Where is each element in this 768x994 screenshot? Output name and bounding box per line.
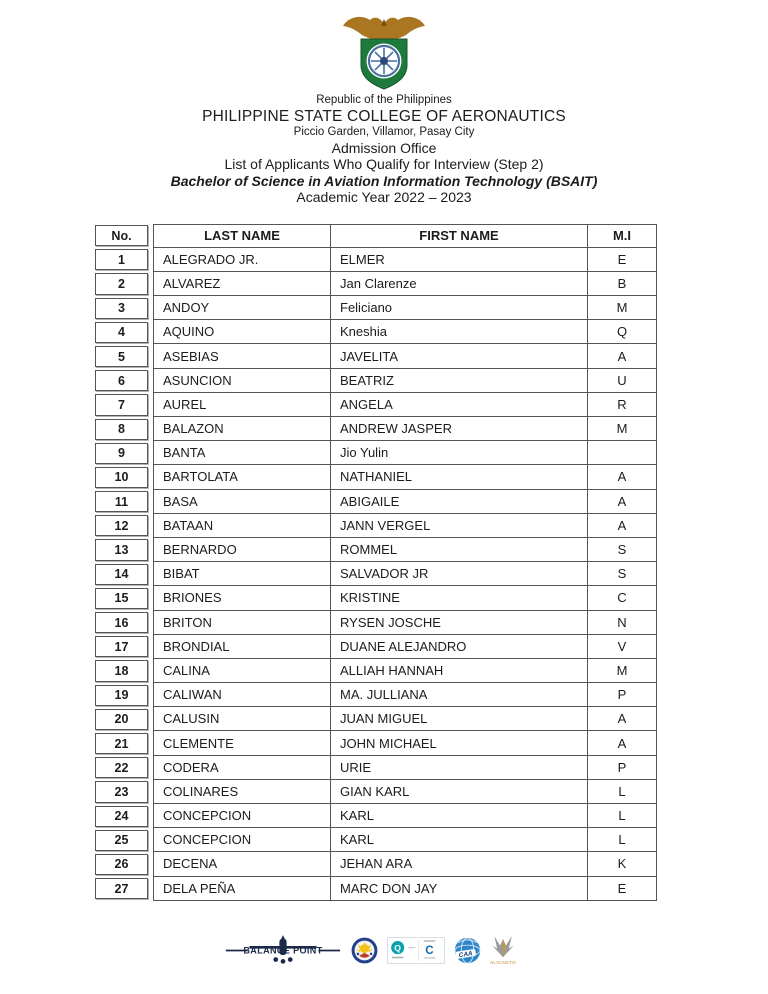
alicanto-label: ALICANTO: [490, 960, 516, 966]
last-name-cell: DELA PEÑA: [153, 877, 331, 901]
first-name-cell: KRISTINE: [331, 586, 588, 610]
middle-initial-cell: A: [588, 707, 657, 731]
college-address: Piccio Garden, Villamor, Pasay City: [293, 126, 475, 138]
row-number-cell: 7: [95, 394, 148, 415]
first-name-cell: ALLIAH HANNAH: [331, 659, 588, 683]
middle-initial-cell: V: [588, 635, 657, 659]
certification-marks-icon: [387, 937, 445, 964]
middle-initial-cell: E: [588, 877, 657, 901]
first-name-cell: RYSEN JOSCHE: [331, 611, 588, 635]
last-name-cell: AUREL: [153, 393, 331, 417]
row-number-cell: 2: [95, 273, 148, 294]
first-name-cell: ROMMEL: [331, 538, 588, 562]
academic-year-line: Academic Year 2022 – 2023: [296, 189, 472, 205]
middle-initial-cell: L: [588, 780, 657, 804]
first-name-cell: BEATRIZ: [331, 369, 588, 393]
middle-initial-cell: S: [588, 562, 657, 586]
first-name-cell: NATHANIEL: [331, 465, 588, 489]
balance-point-label: BALANCE POINT: [243, 945, 323, 956]
row-number-cell: 23: [95, 781, 148, 802]
row-number-cell: 19: [95, 685, 148, 706]
first-name-cell: GIAN KARL: [331, 780, 588, 804]
first-name-cell: ABIGAILE: [331, 490, 588, 514]
last-name-cell: BRONDIAL: [153, 635, 331, 659]
last-name-cell: BARTOLATA: [153, 465, 331, 489]
row-number-cell: 21: [95, 733, 148, 754]
last-name-cell: BRITON: [153, 611, 331, 635]
row-number-cell: 10: [95, 467, 148, 488]
row-number-cell: 12: [95, 515, 148, 536]
row-number-cell: 25: [95, 830, 148, 851]
last-name-cell: CALIWAN: [153, 683, 331, 707]
middle-initial-cell: P: [588, 756, 657, 780]
row-number-cell: 9: [95, 443, 148, 464]
row-number-cell: 22: [95, 757, 148, 778]
last-name-cell: CALUSIN: [153, 707, 331, 731]
college-logo: [0, 0, 768, 91]
last-name-cell: BALAZON: [153, 417, 331, 441]
first-name-cell: ANDREW JASPER: [331, 417, 588, 441]
program-title: Bachelor of Science in Aviation Information Technology (BSAIT): [170, 172, 598, 189]
last-name-cell: DECENA: [153, 852, 331, 876]
middle-initial-cell: Q: [588, 320, 657, 344]
first-name-cell: MARC DON JAY: [331, 877, 588, 901]
row-number-cell: 11: [95, 491, 148, 512]
middle-initial-cell: M: [588, 417, 657, 441]
last-name-cell: ALVAREZ: [153, 272, 331, 296]
middle-initial-cell: S: [588, 538, 657, 562]
row-number-cell: 26: [95, 854, 148, 875]
balance-point-logo-icon: [224, 934, 342, 967]
first-name-cell: Jan Clarenze: [331, 272, 588, 296]
last-name-cell: ALEGRADO JR.: [153, 248, 331, 272]
last-name-cell: CONCEPCION: [153, 828, 331, 852]
first-name-cell: KARL: [331, 828, 588, 852]
row-number-cell: 3: [95, 298, 148, 319]
middle-initial-cell: E: [588, 248, 657, 272]
last-name-cell: CONCEPCION: [153, 804, 331, 828]
row-number-cell: 8: [95, 419, 148, 440]
middle-initial-cell: A: [588, 344, 657, 368]
last-name-cell: BATAAN: [153, 514, 331, 538]
column-header-last-name: LAST NAME: [153, 224, 331, 248]
middle-initial-cell: L: [588, 804, 657, 828]
last-name-cell: AQUINO: [153, 320, 331, 344]
middle-initial-cell: A: [588, 514, 657, 538]
column-header-first-name: FIRST NAME: [331, 224, 588, 248]
document-header: [0, 93, 768, 206]
row-number-cell: 13: [95, 539, 148, 560]
last-name-cell: BIBAT: [153, 562, 331, 586]
middle-initial-cell: A: [588, 465, 657, 489]
last-name-cell: BRIONES: [153, 586, 331, 610]
middle-initial-cell: U: [588, 369, 657, 393]
middle-initial-cell: M: [588, 659, 657, 683]
row-number-cell: 18: [95, 660, 148, 681]
row-number-cell: 20: [95, 709, 148, 730]
row-number-cell: 4: [95, 322, 148, 343]
caa-logo-icon: [454, 937, 481, 964]
cert-c-mark: C: [425, 944, 434, 957]
middle-initial-cell: A: [588, 731, 657, 755]
first-name-cell: JANN VERGEL: [331, 514, 588, 538]
caa-label: CAA: [458, 950, 474, 960]
first-name-cell: ELMER: [331, 248, 588, 272]
first-name-cell: JUAN MIGUEL: [331, 707, 588, 731]
philsca-seal-icon: [340, 13, 428, 91]
column-header-no: No.: [95, 225, 148, 246]
first-name-cell: JEHAN ARA: [331, 852, 588, 876]
sun-seal-icon: [351, 937, 378, 964]
row-number-cell: 17: [95, 636, 148, 657]
first-name-cell: ANGELA: [331, 393, 588, 417]
republic-line: Republic of the Philippines: [316, 94, 452, 106]
last-name-cell: COLINARES: [153, 780, 331, 804]
last-name-cell: ANDOY: [153, 296, 331, 320]
first-name-cell: SALVADOR JR: [331, 562, 588, 586]
applicants-table: [95, 224, 657, 901]
middle-initial-cell: M: [588, 296, 657, 320]
row-number-cell: 5: [95, 346, 148, 367]
middle-initial-cell: P: [588, 683, 657, 707]
last-name-cell: ASUNCION: [153, 369, 331, 393]
row-number-cell: 16: [95, 612, 148, 633]
list-title: List of Applicants Who Qualify for Interview (Step 2): [224, 156, 544, 172]
last-name-cell: CLEMENTE: [153, 731, 331, 755]
office-name: Admission Office: [331, 140, 437, 156]
first-name-cell: KARL: [331, 804, 588, 828]
row-number-cell: 6: [95, 370, 148, 391]
middle-initial-cell: K: [588, 852, 657, 876]
middle-initial-cell: A: [588, 490, 657, 514]
alicanto-logo-icon: [490, 934, 516, 967]
middle-initial-cell: L: [588, 828, 657, 852]
college-name: PHILIPPINE STATE COLLEGE OF AERONAUTICS: [202, 108, 566, 125]
last-name-cell: ASEBIAS: [153, 344, 331, 368]
first-name-cell: MA. JULLIANA: [331, 683, 588, 707]
last-name-cell: BANTA: [153, 441, 331, 465]
middle-initial-cell: B: [588, 272, 657, 296]
row-number-cell: 24: [95, 806, 148, 827]
first-name-cell: DUANE ALEJANDRO: [331, 635, 588, 659]
first-name-cell: Feliciano: [331, 296, 588, 320]
middle-initial-cell: C: [588, 586, 657, 610]
middle-initial-cell: [588, 441, 657, 465]
first-name-cell: Kneshia: [331, 320, 588, 344]
last-name-cell: CALINA: [153, 659, 331, 683]
middle-initial-cell: R: [588, 393, 657, 417]
first-name-cell: JAVELITA: [331, 344, 588, 368]
row-number-cell: 1: [95, 249, 148, 270]
column-header-mi: M.I: [588, 224, 657, 248]
cert-q-mark: Q: [394, 943, 402, 954]
last-name-cell: BASA: [153, 490, 331, 514]
first-name-cell: URIE: [331, 756, 588, 780]
first-name-cell: Jio Yulin: [331, 441, 588, 465]
middle-initial-cell: N: [588, 611, 657, 635]
first-name-cell: JOHN MICHAEL: [331, 731, 588, 755]
row-number-cell: 15: [95, 588, 148, 609]
row-number-cell: 14: [95, 564, 148, 585]
footer-logo-strip: [0, 934, 754, 967]
last-name-cell: CODERA: [153, 756, 331, 780]
last-name-cell: BERNARDO: [153, 538, 331, 562]
row-number-cell: 27: [95, 878, 148, 899]
